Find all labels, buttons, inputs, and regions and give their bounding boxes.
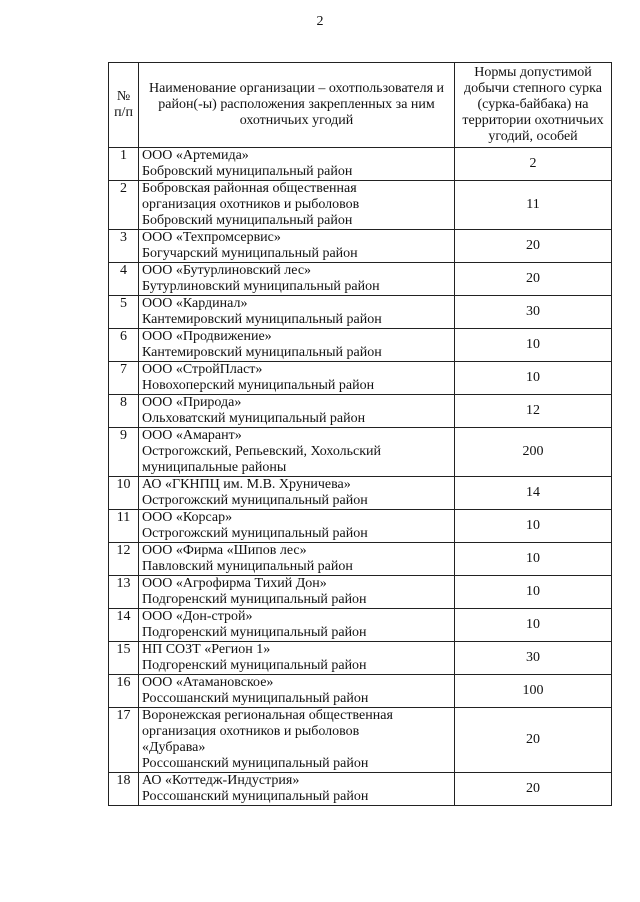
organization-line: Бобровский муниципальный район (142, 164, 353, 179)
norm-value: 20 (455, 708, 612, 773)
norm-value: 12 (455, 395, 612, 428)
table-row (109, 395, 612, 428)
row-number: 16 (109, 675, 139, 708)
organization-cell (139, 510, 455, 543)
organization-line: организация охотников и рыболовов (142, 724, 360, 739)
organization-line: АО «ГКНПЦ им. М.В. Хруничева» (142, 477, 351, 492)
organization-cell (139, 543, 455, 576)
header-number: № п/п (109, 63, 139, 148)
norm-value: 30 (455, 296, 612, 329)
organization-cell (139, 708, 455, 773)
norm-value: 10 (455, 510, 612, 543)
norm-value: 10 (455, 576, 612, 609)
norm-value: 20 (455, 773, 612, 806)
organization-cell (139, 329, 455, 362)
organization-cell (139, 230, 455, 263)
table-row (109, 263, 612, 296)
table-row (109, 708, 612, 773)
row-number: 9 (109, 428, 139, 477)
table-row (109, 329, 612, 362)
organization-line: муниципальные районы (142, 460, 287, 475)
organization-line: ООО «Кардинал» (142, 296, 248, 311)
table-row (109, 642, 612, 675)
organization-line: Россошанский муниципальный район (142, 789, 369, 804)
table-row (109, 576, 612, 609)
organization-line: Павловский муниципальный район (142, 559, 353, 574)
row-number: 6 (109, 329, 139, 362)
organization-line: АО «Коттедж-Индустрия» (142, 773, 300, 788)
header-organization: Наименование организации – охотпользователя и район(-ы) расположения закрепленных за ним охотничьих угодий (139, 63, 455, 148)
table-row (109, 230, 612, 263)
organization-line: Подгоренский муниципальный район (142, 592, 367, 607)
organization-line: ООО «Артемида» (142, 148, 249, 163)
row-number: 17 (109, 708, 139, 773)
organization-line: Россошанский муниципальный район (142, 756, 369, 771)
organization-line: Россошанский муниципальный район (142, 691, 369, 706)
table-header-row (109, 63, 612, 148)
organization-cell (139, 675, 455, 708)
organization-line: Ольховатский муниципальный район (142, 411, 366, 426)
row-number: 14 (109, 609, 139, 642)
norm-value: 10 (455, 329, 612, 362)
organization-line: «Дубрава» (142, 740, 206, 755)
table-row (109, 181, 612, 230)
organization-line: Бобровский муниципальный район (142, 213, 353, 228)
row-number: 12 (109, 543, 139, 576)
norm-value: 10 (455, 609, 612, 642)
organization-line: ООО «Дон-строй» (142, 609, 253, 624)
organization-line: ООО «СтройПласт» (142, 362, 263, 377)
organization-line: Острогожский муниципальный район (142, 493, 368, 508)
organization-line: НП СОЗТ «Регион 1» (142, 642, 271, 657)
organization-line: ООО «Атамановское» (142, 675, 274, 690)
organization-cell (139, 428, 455, 477)
norm-value: 20 (455, 263, 612, 296)
row-number: 13 (109, 576, 139, 609)
organization-line: Кантемировский муниципальный район (142, 312, 382, 327)
organization-cell (139, 395, 455, 428)
organization-line: ООО «Амарант» (142, 428, 242, 443)
row-number: 5 (109, 296, 139, 329)
organization-line: ООО «Природа» (142, 395, 242, 410)
organization-cell (139, 477, 455, 510)
row-number: 18 (109, 773, 139, 806)
organization-line: Подгоренский муниципальный район (142, 658, 367, 673)
norm-value: 20 (455, 230, 612, 263)
row-number: 8 (109, 395, 139, 428)
organization-cell (139, 773, 455, 806)
organization-line: Подгоренский муниципальный район (142, 625, 367, 640)
norm-value: 10 (455, 543, 612, 576)
row-number: 4 (109, 263, 139, 296)
row-number: 2 (109, 181, 139, 230)
header-norm: Нормы допустимой добычи степного сурка (сурка-байбака) на территории охотничьих угодий, особей (455, 63, 612, 148)
organization-line: ООО «Продвижение» (142, 329, 272, 344)
norm-value: 100 (455, 675, 612, 708)
norm-value: 2 (455, 148, 612, 181)
norm-value: 30 (455, 642, 612, 675)
organization-line: ООО «Агрофирма Тихий Дон» (142, 576, 327, 591)
organization-cell (139, 181, 455, 230)
organization-line: Бобровская районная общественная (142, 181, 357, 196)
norm-value: 14 (455, 477, 612, 510)
organization-cell (139, 609, 455, 642)
row-number: 1 (109, 148, 139, 181)
organization-line: ООО «Корсар» (142, 510, 233, 525)
table-row (109, 428, 612, 477)
organization-line: Богучарский муниципальный район (142, 246, 358, 261)
organization-line: Острогожский муниципальный район (142, 526, 368, 541)
row-number: 7 (109, 362, 139, 395)
organization-line: Острогожский, Репьевский, Хохольский (142, 444, 382, 459)
row-number: 10 (109, 477, 139, 510)
organization-line: Новохоперский муниципальный район (142, 378, 375, 393)
organization-cell (139, 362, 455, 395)
organization-cell (139, 296, 455, 329)
row-number: 11 (109, 510, 139, 543)
organization-line: организация охотников и рыболовов (142, 197, 360, 212)
table-row (109, 362, 612, 395)
organization-cell (139, 576, 455, 609)
organization-line: ООО «Бутурлиновский лес» (142, 263, 312, 278)
organization-line: Воронежская региональная общественная (142, 708, 393, 723)
table-row (109, 609, 612, 642)
organization-line: Кантемировский муниципальный район (142, 345, 382, 360)
organization-cell (139, 148, 455, 181)
table-row (109, 543, 612, 576)
table-row (109, 773, 612, 806)
table-row (109, 510, 612, 543)
table-row (109, 675, 612, 708)
table-row (109, 296, 612, 329)
organization-line: ООО «Фирма «Шипов лес» (142, 543, 307, 558)
organization-line: Бутурлиновский муниципальный район (142, 279, 380, 294)
norm-value: 200 (455, 428, 612, 477)
norm-value: 10 (455, 362, 612, 395)
table-row (109, 477, 612, 510)
norm-value: 11 (455, 181, 612, 230)
row-number: 15 (109, 642, 139, 675)
row-number: 3 (109, 230, 139, 263)
page-number: 2 (316, 14, 324, 29)
quota-table (108, 62, 612, 806)
organization-cell (139, 642, 455, 675)
organization-line: ООО «Техпромсервис» (142, 230, 281, 245)
table-row (109, 148, 612, 181)
organization-cell (139, 263, 455, 296)
